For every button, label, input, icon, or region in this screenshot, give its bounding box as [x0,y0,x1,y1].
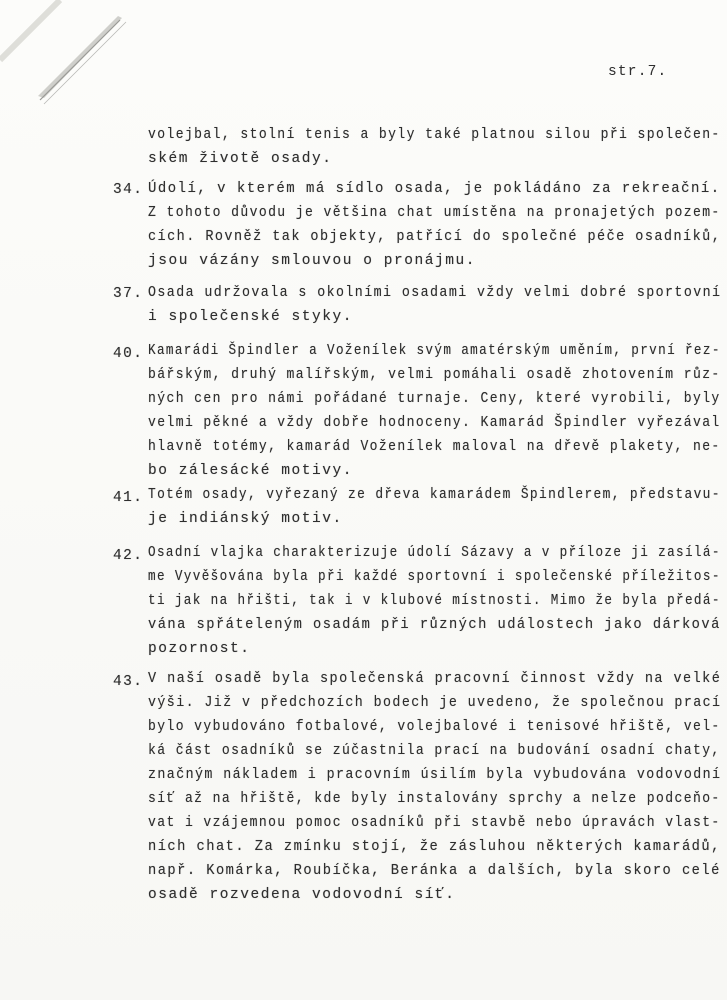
text-line: značným nákladem i pracovním úsilím byla vybudována vodovodní [148,767,722,783]
text-line: např. Komárka, Roubíčka, Beránka a dalších, byla skoro celé [148,863,721,879]
item-number: 37. [113,286,144,302]
text-line: velmi pěkné a vždy dobře hodnoceny. Kamarád Špindler vyřezával [148,415,721,431]
text-line: Totém osady, vyřezaný ze dřeva kamarádem Špindlerem, představu- [148,487,721,503]
text-line: jsou vázány smlouvou o pronájmu. [148,253,477,269]
text-line: bylo vybudováno fotbalové, volejbalové i tenisové hřiště, vel- [148,719,721,735]
text-line: ních chat. Za zmínku stojí, že zásluhou některých kamarádů, [148,839,721,855]
item-number: 34. [113,182,144,198]
item-number: 40. [113,346,144,362]
text-line: volejbal, stolní tenis a byly také platnou silou při společen- [148,127,721,143]
text-line: hlavně totémy, kamarád Voženílek maloval na dřevě plakety, ne- [148,439,721,455]
item-number: 42. [113,548,144,564]
text-line: Údolí, v kterém má sídlo osada, je pokládáno za rekreační. [148,181,721,197]
text-line: ných cen pro námi pořádané turnaje. Ceny, které vyrobili, byly [148,391,721,407]
text-line: výši. Již v předchozích bodech je uvedeno, že společnou prací [148,695,722,711]
text-line: Kamarádi Špindler a Voženílek svým amatérským uměním, první řez- [148,343,721,359]
text-line: osadě rozvedena vodovodní síť. [148,887,456,903]
item-number: 41. [113,490,144,506]
text-line: je indiánský motiv. [148,511,343,527]
text-line: pozornost. [148,641,251,657]
item-number: 43. [113,674,144,690]
text-line: vat i vzájemnou pomoc osadníků při stavbě nebo úpravách vlast- [148,815,721,831]
text-line: me Vyvěšována byla při každé sportovní i společenské příležitos- [148,569,721,585]
text-line: ském životě osady. [148,151,333,167]
text-line: cích. Rovněž tak objekty, patřící do společné péče osadníků, [148,229,722,245]
page-number: str.7. [608,64,668,80]
text-line: ká část osadníků se zúčastnila prací na budování osadní chaty, [148,743,721,759]
text-line: V naší osadě byla společenská pracovní činnost vždy na velké [148,671,722,687]
text-line: bo zálesácké motivy. [148,463,354,479]
text-line: Z tohoto důvodu je většina chat umístěna na pronajetých pozem- [148,205,721,221]
text-line: i společenské styky. [148,309,354,325]
text-line: vána spřáteleným osadám při různých událostech jako dárková [148,617,721,633]
text-line: síť až na hřiště, kde byly instalovány sprchy a nelze podceňo- [148,791,721,807]
text-line: Osadní vlajka charakterizuje údolí Sázavy a v příloze ji zasílá- [148,545,721,561]
text-line: ti jak na hřišti, tak i v klubové místnosti. Mimo že byla předá- [148,593,721,609]
text-line: Osada udržovala s okolními osadami vždy velmi dobré sportovní [148,285,722,301]
text-line: bářským, druhý malířským, velmi pomáhali osadě zhotovením růz- [148,367,721,383]
